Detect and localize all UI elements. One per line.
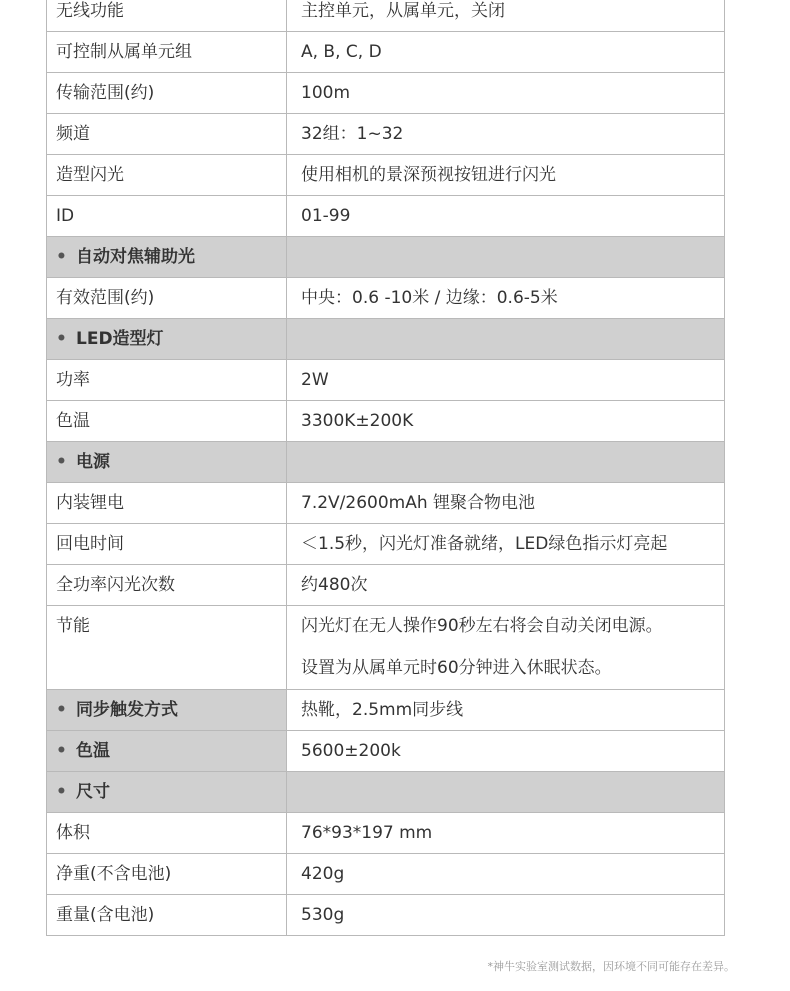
spec-value: 420g: [287, 854, 725, 895]
section-label-cell: [47, 690, 287, 731]
spec-label: 回电时间: [56, 534, 124, 554]
label-cell: [47, 606, 287, 690]
table-row: [47, 401, 725, 442]
spec-value: 01-99: [287, 196, 725, 237]
label-cell: [47, 0, 287, 32]
spec-value: 530g: [287, 895, 725, 936]
section-empty-cell: [287, 442, 725, 483]
spec-value: 5600±200k: [287, 731, 725, 772]
spec-label: 色温: [56, 411, 90, 431]
label-cell: [47, 401, 287, 442]
section-label-cell: [47, 772, 287, 813]
section-row: [47, 442, 725, 483]
spec-label: 净重(不含电池): [56, 864, 172, 884]
label-cell: [47, 278, 287, 319]
section-title: 同步触发方式: [76, 700, 178, 720]
spec-label: 功率: [56, 370, 90, 390]
label-cell: [47, 360, 287, 401]
spec-label: 频道: [56, 124, 90, 144]
label-cell: [47, 114, 287, 155]
bullet-icon: •: [56, 452, 67, 472]
section-label-cell: [47, 319, 287, 360]
table-row: [47, 565, 725, 606]
spec-value-line: 闪光灯在无人操作90秒左右将会自动关闭电源。: [301, 616, 663, 636]
bullet-icon: •: [56, 700, 67, 720]
section-title: 尺寸: [76, 782, 110, 802]
section-empty-cell: [287, 319, 725, 360]
table-row: [47, 114, 725, 155]
spec-value: 使用相机的景深预视按钮进行闪光: [287, 155, 725, 196]
bullet-icon: •: [56, 741, 67, 761]
spec-label: ID: [56, 206, 75, 226]
spec-label: 节能: [56, 616, 90, 636]
spec-label: 体积: [56, 823, 90, 843]
label-cell: [47, 854, 287, 895]
spec-table: [46, 0, 725, 936]
section-title: 自动对焦辅助光: [76, 247, 195, 267]
spec-table-body: [47, 0, 725, 936]
spec-label: 全功率闪光次数: [56, 575, 175, 595]
table-row: [47, 483, 725, 524]
table-row: [47, 524, 725, 565]
spec-value: 热靴，2.5mm同步线: [287, 690, 725, 731]
label-cell: [47, 565, 287, 606]
spec-value: ＜1.5秒，闪光灯准备就绪，LED绿色指示灯亮起: [287, 524, 725, 565]
label-cell: [47, 32, 287, 73]
section-row: [47, 731, 725, 772]
spec-value-line: 设置为从属单元时60分钟进入休眠状态。: [301, 658, 612, 678]
spec-label: 可控制从属单元组: [56, 42, 192, 62]
spec-value: 100m: [287, 73, 725, 114]
spec-value: 中央：0.6 -10米 / 边缘：0.6-5米: [287, 278, 725, 319]
spec-value: 主控单元，从属单元，关闭: [287, 0, 725, 32]
table-row: [47, 854, 725, 895]
spec-value: A, B, C, D: [287, 32, 725, 73]
label-cell: [47, 483, 287, 524]
spec-label: 造型闪光: [56, 165, 124, 185]
spec-value: 3300K±200K: [287, 401, 725, 442]
spec-label: 无线功能: [56, 1, 124, 21]
section-title: 色温: [76, 741, 110, 761]
table-row: [47, 606, 725, 690]
table-row: [47, 278, 725, 319]
spec-label: 重量(含电池): [56, 905, 155, 925]
spec-label: 有效范围(约): [56, 288, 155, 308]
label-cell: [47, 155, 287, 196]
label-cell: [47, 196, 287, 237]
label-cell: [47, 524, 287, 565]
spec-value: 约480次: [287, 565, 725, 606]
table-row: [47, 360, 725, 401]
spec-label: 传输范围(约): [56, 83, 155, 103]
bullet-icon: •: [56, 782, 67, 802]
table-row: [47, 32, 725, 73]
table-row: [47, 155, 725, 196]
table-row: [47, 196, 725, 237]
spec-value-multiline: [287, 606, 725, 690]
section-row: [47, 690, 725, 731]
section-row: [47, 319, 725, 360]
table-row: [47, 73, 725, 114]
footnote: *神牛实验室测试数据，因环境不同可能存在差异。: [487, 960, 735, 973]
bullet-icon: •: [56, 329, 67, 349]
section-title: LED造型灯: [76, 329, 164, 349]
label-cell: [47, 895, 287, 936]
section-empty-cell: [287, 237, 725, 278]
bullet-icon: •: [56, 247, 67, 267]
table-row: [47, 813, 725, 854]
section-row: [47, 237, 725, 278]
label-cell: [47, 813, 287, 854]
label-cell: [47, 73, 287, 114]
section-label-cell: [47, 731, 287, 772]
table-row: [47, 0, 725, 32]
section-label-cell: [47, 237, 287, 278]
spec-label: 内装锂电: [56, 493, 124, 513]
section-label-cell: [47, 442, 287, 483]
spec-value: 7.2V/2600mAh 锂聚合物电池: [287, 483, 725, 524]
spec-value: 76*93*197 mm: [287, 813, 725, 854]
spec-value: 32组：1~32: [287, 114, 725, 155]
spec-value: 2W: [287, 360, 725, 401]
section-title: 电源: [76, 452, 110, 472]
table-row: [47, 895, 725, 936]
section-empty-cell: [287, 772, 725, 813]
section-row: [47, 772, 725, 813]
